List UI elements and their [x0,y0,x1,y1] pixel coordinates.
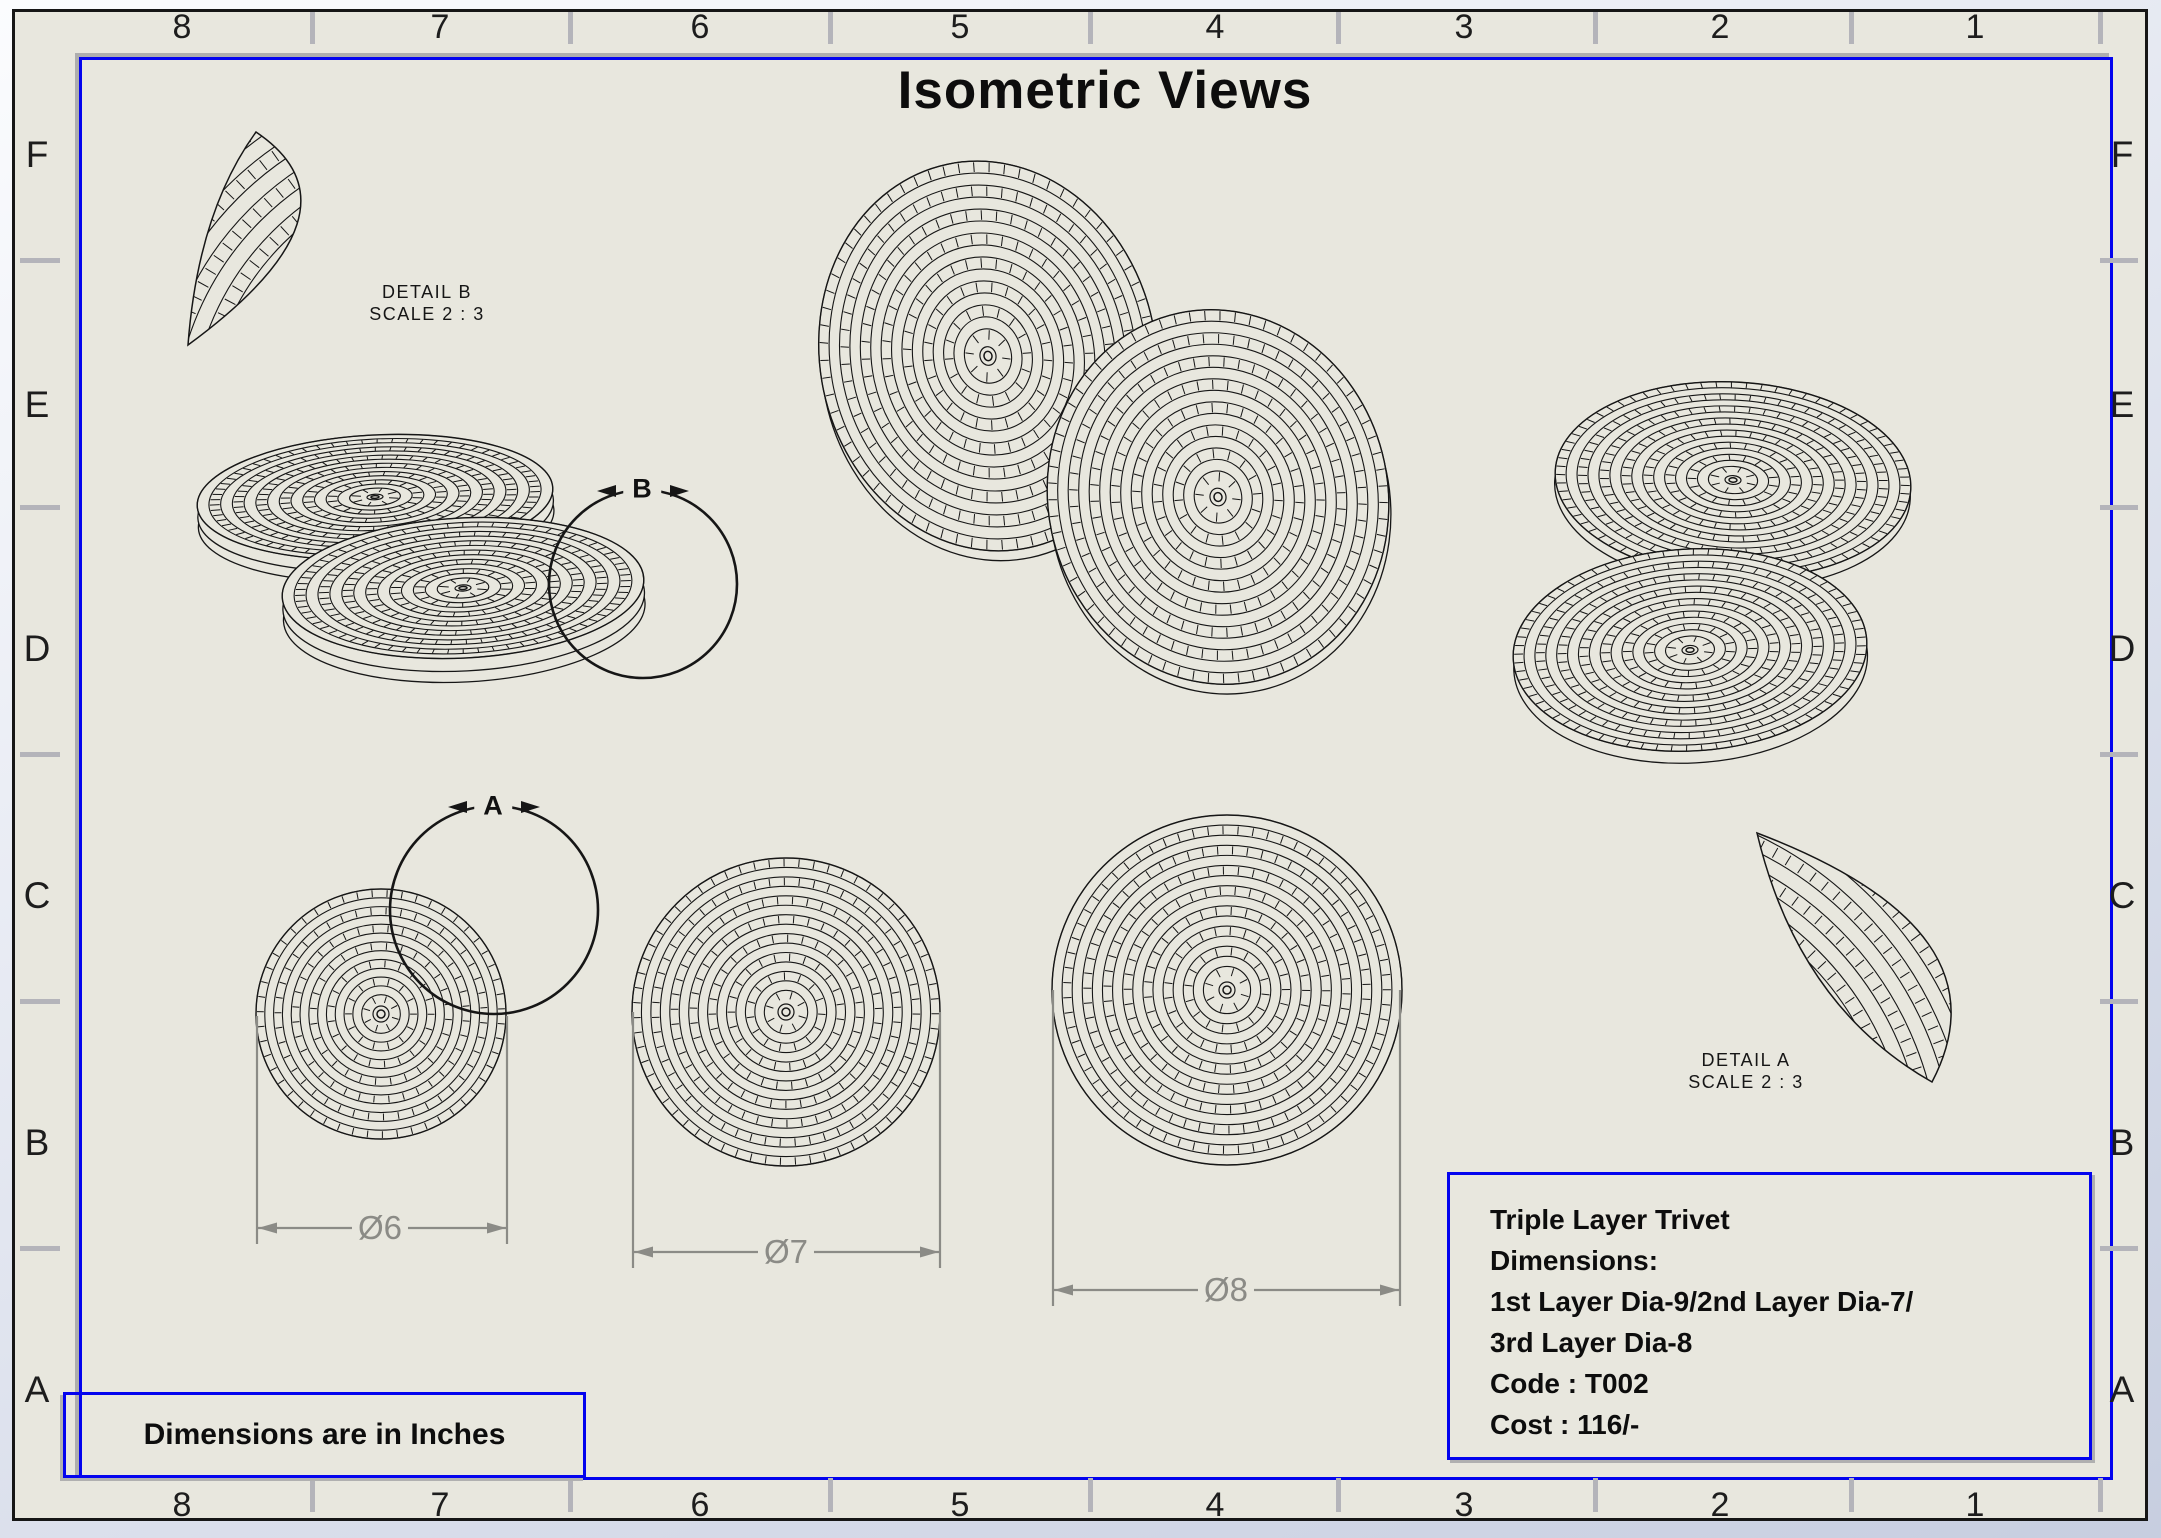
disc-dia8 [1052,815,1402,1165]
info-line-code: Code : T002 [1490,1368,1649,1399]
detail-a-scale: SCALE 2 : 3 [1688,1072,1804,1092]
disc-dia7 [632,858,940,1166]
detail-b-scale: SCALE 2 : 3 [369,304,485,324]
info-line-layers-1: 1st Layer Dia-9/2nd Layer Dia-7/ [1490,1286,1914,1317]
grid-row-label-left: D [23,628,51,669]
grid-column-label-bottom: 6 [690,1486,710,1524]
grid-column-label-bottom: 1 [1965,1486,1985,1524]
info-line-product: Triple Layer Trivet [1490,1204,1730,1235]
callout-b-label: B [623,474,661,505]
units-note-text: Dimensions are in Inches [143,1418,506,1451]
grid-column-label-bottom: 5 [950,1486,970,1524]
grid-row-label-right: E [2109,384,2135,425]
grid-row-label-right: F [2110,134,2134,175]
grid-row-label-left: F [25,134,49,175]
grid-row-label-right: D [2108,628,2136,669]
grid-column-label-bottom: 2 [1710,1486,1730,1524]
grid-row-label-right: B [2109,1122,2135,1163]
title-info-box [1447,1172,2092,1460]
units-note-box [63,1392,586,1478]
info-line-dimensions-heading: Dimensions: [1490,1245,1659,1276]
grid-column-label-top: 8 [172,8,192,46]
grid-column-label-top: 1 [1965,8,1985,46]
grid-column-label-bottom: 8 [172,1486,192,1524]
grid-row-label-left: A [24,1369,50,1410]
page-title: Isometric Views [897,61,1313,120]
info-line-cost: Cost : 116/- [1490,1409,1640,1440]
grid-column-label-top: 6 [690,8,710,46]
detail-b-view [94,54,846,806]
grid-column-label-top: 4 [1205,8,1225,46]
dimension-dia7-label: Ø7 [758,1233,814,1271]
detail-a-title: DETAIL A [1701,1050,1791,1070]
dimension-dia8-label: Ø8 [1198,1271,1254,1309]
grid-row-label-left: C [23,875,51,916]
grid-column-label-bottom: 4 [1205,1486,1225,1524]
grid-column-label-top: 2 [1710,8,1730,46]
grid-row-label-left: E [24,384,50,425]
grid-column-label-top: 5 [950,8,970,46]
grid-column-label-top: 7 [430,8,450,46]
dimension-dia6-label: Ø6 [352,1209,408,1247]
grid-column-label-bottom: 3 [1454,1486,1474,1524]
grid-column-label-top: 3 [1454,8,1474,46]
disc-dia6 [256,889,506,1139]
grid-column-label-bottom: 7 [430,1486,450,1524]
callout-a-label: A [474,791,512,822]
detail-a-label [1688,1049,1804,1093]
grid-row-label-left: B [24,1122,50,1163]
grid-row-label-right: C [2108,875,2136,916]
detail-b-title: DETAIL B [381,282,473,302]
info-line-layers-2: 3rd Layer Dia-8 [1490,1327,1693,1358]
detail-b-label [369,281,485,325]
grid-row-label-right: A [2109,1369,2135,1410]
